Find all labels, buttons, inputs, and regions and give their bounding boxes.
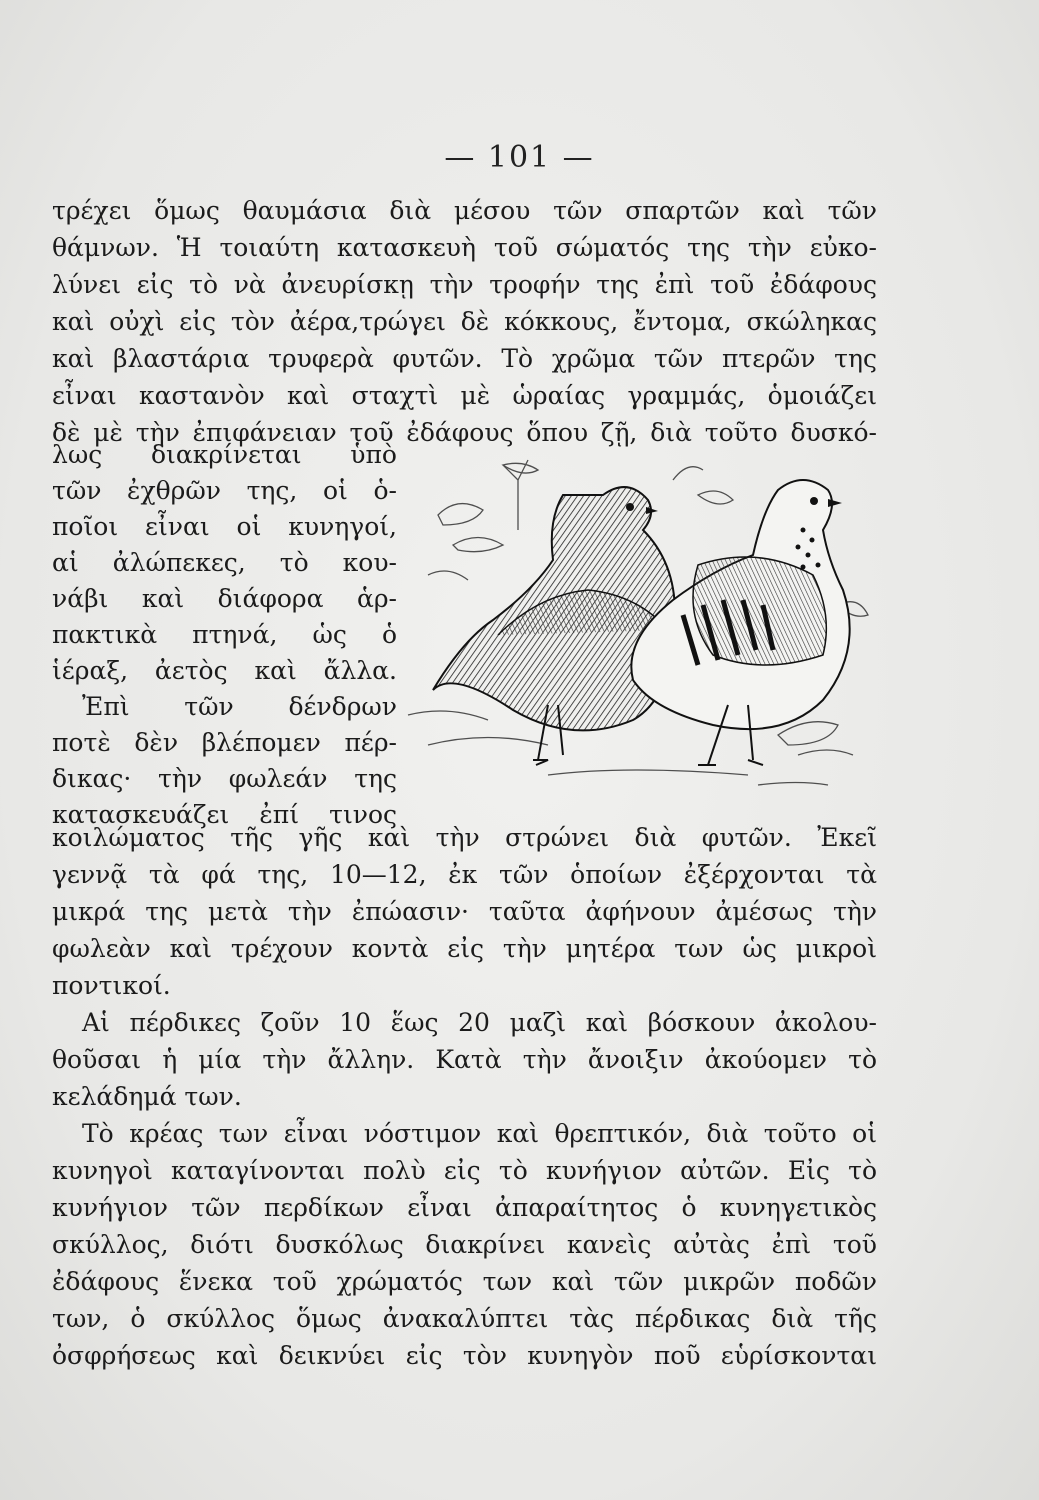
text-line: ὀσφρήσεως καὶ δεικνύει εἰς τὸν κυνηγὸν ποῦ εὑρίσκονται bbox=[52, 1341, 877, 1370]
text-line: πακτικὰ πτηνά, ὡς ὁ bbox=[52, 620, 397, 649]
text-line: κατασκευάζει ἐπί τινος bbox=[52, 800, 397, 829]
text-line: ἐδάφους ἕνεκα τοῦ χρώματός των καὶ τῶν μικρῶν ποδῶν bbox=[52, 1267, 877, 1296]
text-line: γεννᾷ τὰ φά της, 10—12, ἐκ τῶν ὁποίων ἐξέρχονται τὰ bbox=[52, 860, 877, 889]
text-line: λύνει εἰς τὸ νὰ ἀνευρίσκῃ τὴν τροφήν της ἐπὶ τοῦ ἐδάφους bbox=[52, 270, 877, 299]
text-line: σκύλλος, διότι δυσκόλως διακρίνει κανεὶς αὐτὰς ἐπὶ τοῦ bbox=[52, 1230, 877, 1259]
text-line: κυνηγοὶ καταγίνονται πολὺ εἰς τὸ κυνήγιον αὐτῶν. Εἰς τὸ bbox=[52, 1156, 877, 1185]
text-line: των, ὁ σκύλλος ὅμως ἀνακαλύπτει τὰς πέρδικας διὰ τῆς bbox=[52, 1304, 877, 1333]
text-line: ποτὲ δὲν βλέπομεν πέρ- bbox=[52, 728, 397, 757]
text-line: ποῖοι εἶναι οἱ κυνηγοί, bbox=[52, 512, 397, 541]
text-line: εἶναι καστανὸν καὶ σταχτὶ μὲ ὡραίας γραμμάς, ὁμοιάζει bbox=[52, 381, 877, 410]
partridge-left bbox=[433, 487, 675, 765]
text-line: θάμνων. Ἡ τοιαύτη κατασκευὴ τοῦ σώματός της τὴν εὐκο- bbox=[52, 233, 877, 262]
partridges-illustration bbox=[398, 455, 883, 800]
text-line: δικας· τὴν φωλεάν της bbox=[52, 764, 397, 793]
text-line: καὶ οὐχὶ εἰς τὸν ἀέρα,τρώγει δὲ κόκκους, ἔντομα, σκώληκας bbox=[52, 307, 877, 336]
text-line: θοῦσαι ἡ μία τὴν ἄλλην. Κατὰ τὴν ἄνοιξιν ἀκούομεν τὸ bbox=[52, 1045, 877, 1074]
text-line: καὶ βλαστάρια τρυφερὰ φυτῶν. Τὸ χρῶμα τῶν πτερῶν της bbox=[52, 344, 877, 373]
text-line: μικρά της μετὰ τὴν ἐπώασιν· ταῦτα ἀφήνουν ἀμέσως τὴν bbox=[52, 897, 877, 926]
text-line: ἱέραξ, ἀετὸς καὶ ἄλλα. bbox=[52, 656, 397, 685]
text-line: δὲ μὲ τὴν ἐπιφάνειαν τοῦ ἐδάφους ὅπου ζῇ, διὰ τοῦτο δυσκό- bbox=[52, 418, 877, 447]
text-line: Τὸ κρέας των εἶναι νόστιμον καὶ θρεπτικόν, διὰ τοῦτο οἱ bbox=[82, 1119, 877, 1148]
page-number: — 101 — bbox=[444, 140, 595, 175]
text-line: κοιλώματος τῆς γῆς καὶ τὴν στρώνει διὰ φυτῶν. Ἐκεῖ bbox=[52, 823, 877, 852]
text-line: αἱ ἀλώπεκες, τὸ κου- bbox=[52, 548, 397, 577]
text-line: κυνήγιον τῶν περδίκων εἶναι ἀπαραίτητος ὁ κυνηγετικὸς bbox=[52, 1193, 877, 1222]
text-line: τῶν ἐχθρῶν της, οἱ ὁ- bbox=[52, 476, 397, 505]
text-line: Αἱ πέρδικες ζοῦν 10 ἕως 20 μαζὶ καὶ βόσκουν ἀκολου- bbox=[82, 1008, 877, 1037]
text-line: ποντικοί. bbox=[52, 971, 171, 1000]
text-line: φωλεὰν καὶ τρέχουν κοντὰ εἰς τὴν μητέρα των ὡς μικροὶ bbox=[52, 934, 877, 963]
text-line: τρέχει ὅμως θαυμάσια διὰ μέσου τῶν σπαρτῶν καὶ τῶν bbox=[52, 196, 877, 225]
text-line: λως διακρίνεται ὑπὸ bbox=[52, 440, 397, 469]
text-line: κελάδημά των. bbox=[52, 1082, 242, 1111]
text-line: νάβι καὶ διάφορα ἁρ- bbox=[52, 584, 397, 613]
text-line: Ἐπὶ τῶν δένδρων bbox=[82, 692, 397, 721]
